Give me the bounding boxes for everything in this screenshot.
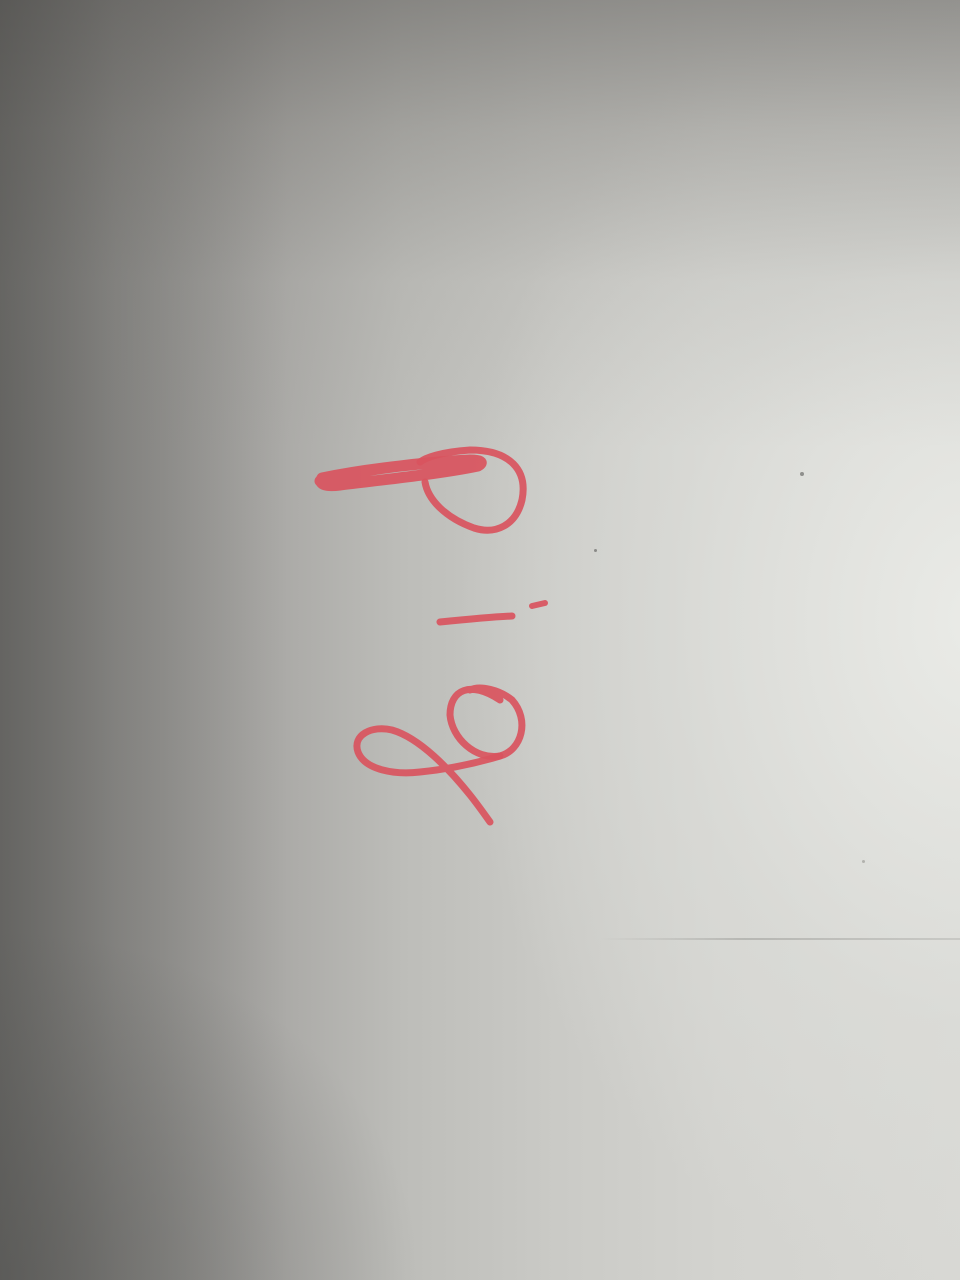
letter-g-tail bbox=[357, 729, 500, 822]
letter-g-loop bbox=[450, 688, 522, 756]
letter-i-dot bbox=[532, 603, 545, 606]
letter-i-stroke bbox=[440, 616, 512, 622]
letter-p-stem bbox=[320, 460, 481, 486]
